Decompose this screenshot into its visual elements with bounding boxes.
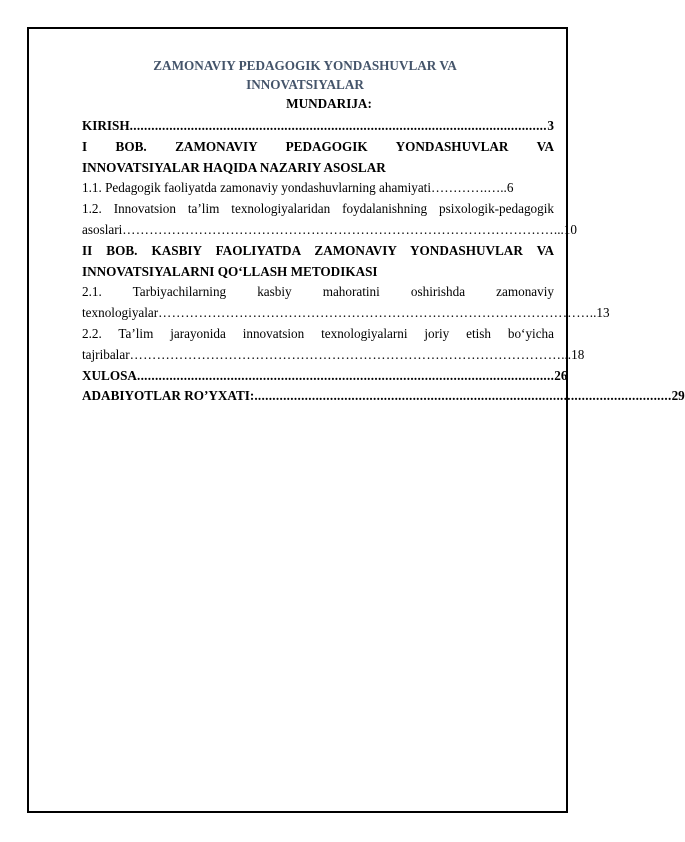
- document-title-line-1: ZAMONAVIY PEDAGOGIK YONDASHUVLAR VA: [153, 58, 457, 73]
- toc-entry-label: XULOSA: [82, 367, 137, 383]
- toc-leader-dots: ……………………………………………………………………………………: [158, 305, 590, 321]
- toc-entry-xulosa: [82, 366, 568, 387]
- toc-leader-dots: ....................................................................................................................: [136, 367, 555, 383]
- toc-page-number: ...10: [553, 221, 577, 237]
- toc-entry-label: asoslari: [82, 221, 123, 237]
- toc-entry-kirish: [82, 116, 554, 137]
- toc-entry-label: 1.1. Pedagogik faoliyatda zamonaviy yondashuvlarning ahamiyati: [82, 180, 432, 196]
- toc-entry-adabiyotlar: [82, 386, 685, 407]
- toc-entry-label: ADABIYOTLAR RO’YXATI:: [82, 388, 255, 404]
- toc-leader-dots: ....................................................................................................................: [129, 118, 547, 133]
- toc-entry-label: tajribalar: [82, 346, 130, 362]
- toc-entry-1-1: [82, 178, 554, 199]
- toc-entry-label: KIRISH: [82, 118, 130, 133]
- toc-entry-1-2-line-2: [82, 220, 577, 241]
- document-title-line-2: INNOVATSIYALAR: [246, 77, 364, 92]
- toc-page-number: 6: [506, 180, 514, 196]
- toc-chapter-2-line-1: II BOB. KASBIY FAOLIYATDA ZAMONAVIY YONDASHUVLAR VA: [82, 242, 554, 258]
- toc-leader-dots: ……………………………………………………………………………………: [122, 221, 554, 237]
- toc-entry-2-1-line-2: [82, 303, 610, 324]
- toc-entry-2-2-line-2: [82, 345, 585, 366]
- document-content: [82, 56, 685, 407]
- toc-entry-2-1-line-1: 2.1. Tarbiyachilarning kasbiy mahoratini oshirishda zamonaviy: [82, 284, 554, 300]
- toc-chapter-1-line-1: I BOB. ZAMONAVIY PEDAGOGIK YONDASHUVLAR VA: [82, 138, 554, 154]
- toc-leader-dots: ………….…..: [431, 180, 507, 196]
- toc-chapter-1-line-2: INNOVATSIYALAR HAQIDA NAZARIY ASOSLAR: [82, 159, 386, 175]
- toc-page-number: 3: [547, 118, 554, 133]
- toc-page-number: 26: [554, 367, 568, 383]
- toc-heading: MUNDARIJA:: [286, 96, 372, 111]
- toc-page-number: ..13: [589, 305, 610, 321]
- toc-page-number: 29: [671, 388, 685, 404]
- toc-leader-dots: ....................................................................................................................: [254, 388, 672, 404]
- toc-entry-1-2-line-1: 1.2. Innovatsion ta’lim texnologiyalaridan foydalanishning psixologik-pedagogik: [82, 201, 554, 217]
- toc-entry-2-2-line-1: 2.2. Ta’lim jarayonida innovatsion texnologiyalarni joriy etish bo‘yicha: [82, 325, 554, 341]
- toc-leader-dots: ……………………………………………………………………………………: [129, 346, 562, 362]
- toc-page-number: ...18: [561, 346, 585, 362]
- toc-chapter-2-line-2: INNOVATSIYALARNI QO‘LLASH METODIKASI: [82, 263, 378, 279]
- toc-entry-label: texnologiyalar: [82, 305, 159, 321]
